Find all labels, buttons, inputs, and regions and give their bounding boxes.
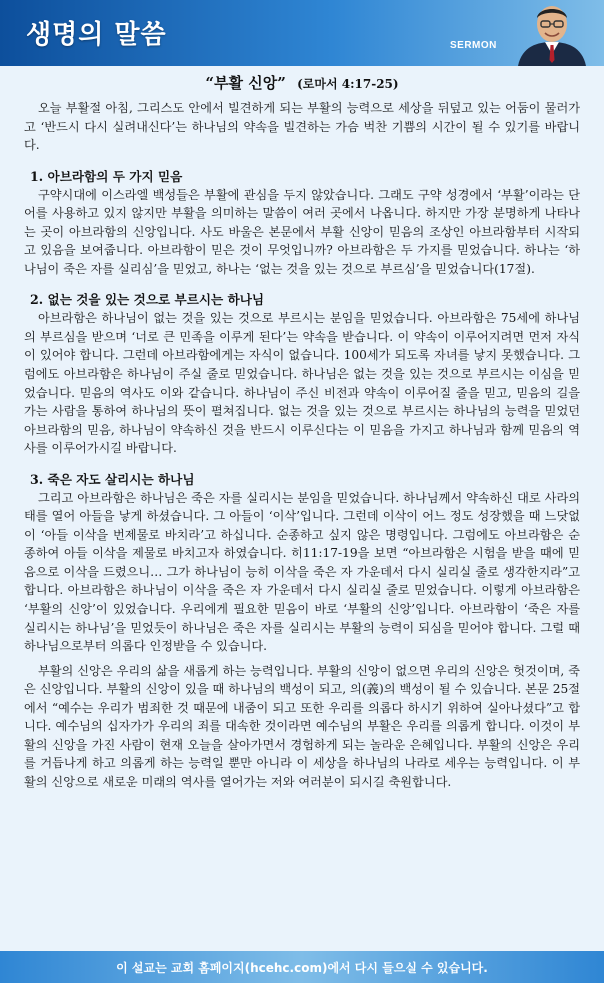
section-1-body: 구약시대에 이스라엘 백성들은 부활에 관심을 두지 않았습니다. 그래도 구약 성경에서 ‘부활’이라는 단어를 사용하고 있지 않지만 부활을 의미하는 말씀이 여러 곳에서 나옵니다. 하지만 가장 분명하게 나타나는 곳이 아브라함의 신앙입니다. 사도 바울은 본문에서 부활 신앙이 믿음의 조상인 아브라함부터 시작되고 있음을 보여줍니다. 아브라함이 믿은 것이 무엇입니까? 아브라함은 두 가지를 믿었습니다. 하나는 ‘하나님이 죽은 자를 실리심’을 믿었고, 하나는 ‘없는 것을 있는 것으로 부르심’을 믿었습니다(17절). xyxy=(24,187,580,276)
header-banner xyxy=(0,0,604,66)
banner-title: 생명의 말씀 xyxy=(26,20,167,50)
footer-note: 이 설교는 교회 홈페이지(hcehc.com)에서 다시 들으실 수 있습니다. xyxy=(116,960,488,975)
scripture-reference: (로마서 4:17-25) xyxy=(297,77,399,91)
sermon-heading xyxy=(24,72,580,93)
closing-paragraph: 부활의 신앙은 우리의 삶을 새롭게 하는 능력입니다. 부활의 신앙이 없으면 우리의 신앙은 헛것이며, 죽은 신앙입니다. 부활의 신앙이 있을 때 하나님의 백성이 되고, 의(義)의 백성이 될 수 있습니다. 본문 25절에서 “예수는 우리가 범죄한 것 때문에 내줌이 되고 또한 우리를 의롭다 하시기 위하여 실아나셨다”고 합니다. 예수님의 십자가가 우리의 죄를 대속한 것이라면 예수님의 부활은 우리를 의롭게 합니다. 이것이 부활의 신앙을 가진 사람이 현재 오늘을 살아가면서 경험하게 되는 놀라운 은혜입니다. 부활의 신앙은 우리를 거듭나게 하고 의롭게 하는 능력일 뿐만 아니라 이 세상을 하나님의 나라로 세우는 능력입니다. 이 부활의 신앙으로 새로운 미래의 역사를 열어가는 저와 여러분이 되시길 축원합니다. xyxy=(24,663,580,789)
pastor-portrait xyxy=(512,2,592,66)
section-3-body: 그리고 아브라함은 하나님은 죽은 자를 실리시는 분임을 믿었습니다. 하나님께서 약속하신 대로 사라의 태를 열어 아들을 낳게 하셨습니다. 그 아들이 ‘이삭’입니다. 그런데 이삭이 어느 정도 성장했을 때 느닷없이 ‘아들 이삭을 번제물로 바치라’고 하십니다. 순종하고 싶지 않은 명령입니다. 그럼에도 아브라함은 순종하여 아들 이삭을 제물로 바치고자 하였습니다. 히11:17-19을 보면 “아브라함은 시험을 받을 때에 믿음으로 이삭을 드렸으니… 그가 하나님이 능히 이삭을 죽은 자 가운데서 다시 실리실 줄로 생각한지라”고 합니다. 아브라함은 하나님이 이삭을 죽은 자 가운데서 다시 실리실 줄로 믿었습니다. 이렇게 아브라함은 ‘부활의 신앙’이 있었습니다. 우리에게 필요한 믿음이 바로 ‘부활의 신앙’입니다. 아브라함이 ‘죽은 자를 실리시는 하나님’을 믿었듯이 하나님은 죽은 자를 실리시는 부활의 능력이 되심을 믿어야 합니다. 그럴 때 하나님으로부터 의롭다 인정받을 수 있습니다. xyxy=(24,490,580,654)
sermon-title: “부활 신앙” xyxy=(205,74,286,92)
section-3-heading: 3. 죽은 자도 살리시는 하나님 xyxy=(30,471,195,487)
section-2-body: 아브라함은 하나님이 없는 것을 있는 것으로 부르시는 분임을 믿었습니다. 아브라함은 75세에 하나님의 부르심을 받으며 ‘너로 큰 민족을 이루게 된다’는 약속을 받습니다. 이 약속이 이루어지려면 먼저 자식이 있어야 합니다. 그런데 아브라함에게는 자식이 없습니다. 100세가 되도록 자녀를 낳지 못했습니다. 그럼에도 아브라함은 하나님이 주실 줄로 믿었습니다. 하나님은 없는 것을 있는 것으로 부르시는 이심을 믿었습니다. 믿음의 역사도 이와 같습니다. 하나님이 주신 비전과 약속이 이루어질 줄을 믿고, 믿음의 길을 가는 사람을 통하여 하나님의 뜻이 펼쳐집니다. 없는 것을 있는 것으로 부르시는 하나님의 능력을 믿었던 아브라함의 믿음, 하나님이 약속하신 것을 반드시 이루신다는 이 믿음을 가지고 하나님과 함께 믿음의 역사를 이루어가시길 바랍니다. xyxy=(24,311,580,456)
section-2-heading: 2. 없는 것을 있는 것으로 부르시는 하나님 xyxy=(30,292,265,308)
footer-banner xyxy=(0,951,604,983)
intro-paragraph: 오늘 부활절 아침, 그리스도 안에서 빌견하게 되는 부활의 능력으로 세상을 뒤덮고 있는 어둠이 물러가고 ‘반드시 다시 실려내신다’는 하나님의 약속을 빌견하는 가슴 벅찬 기쁨의 시간이 될 수 있기를 바랍니다. xyxy=(24,101,580,153)
sermon-tag: SERMON xyxy=(450,40,497,51)
section-1-heading: 1. 아브라함의 두 가지 믿음 xyxy=(30,168,183,184)
sermon-content xyxy=(0,66,604,951)
